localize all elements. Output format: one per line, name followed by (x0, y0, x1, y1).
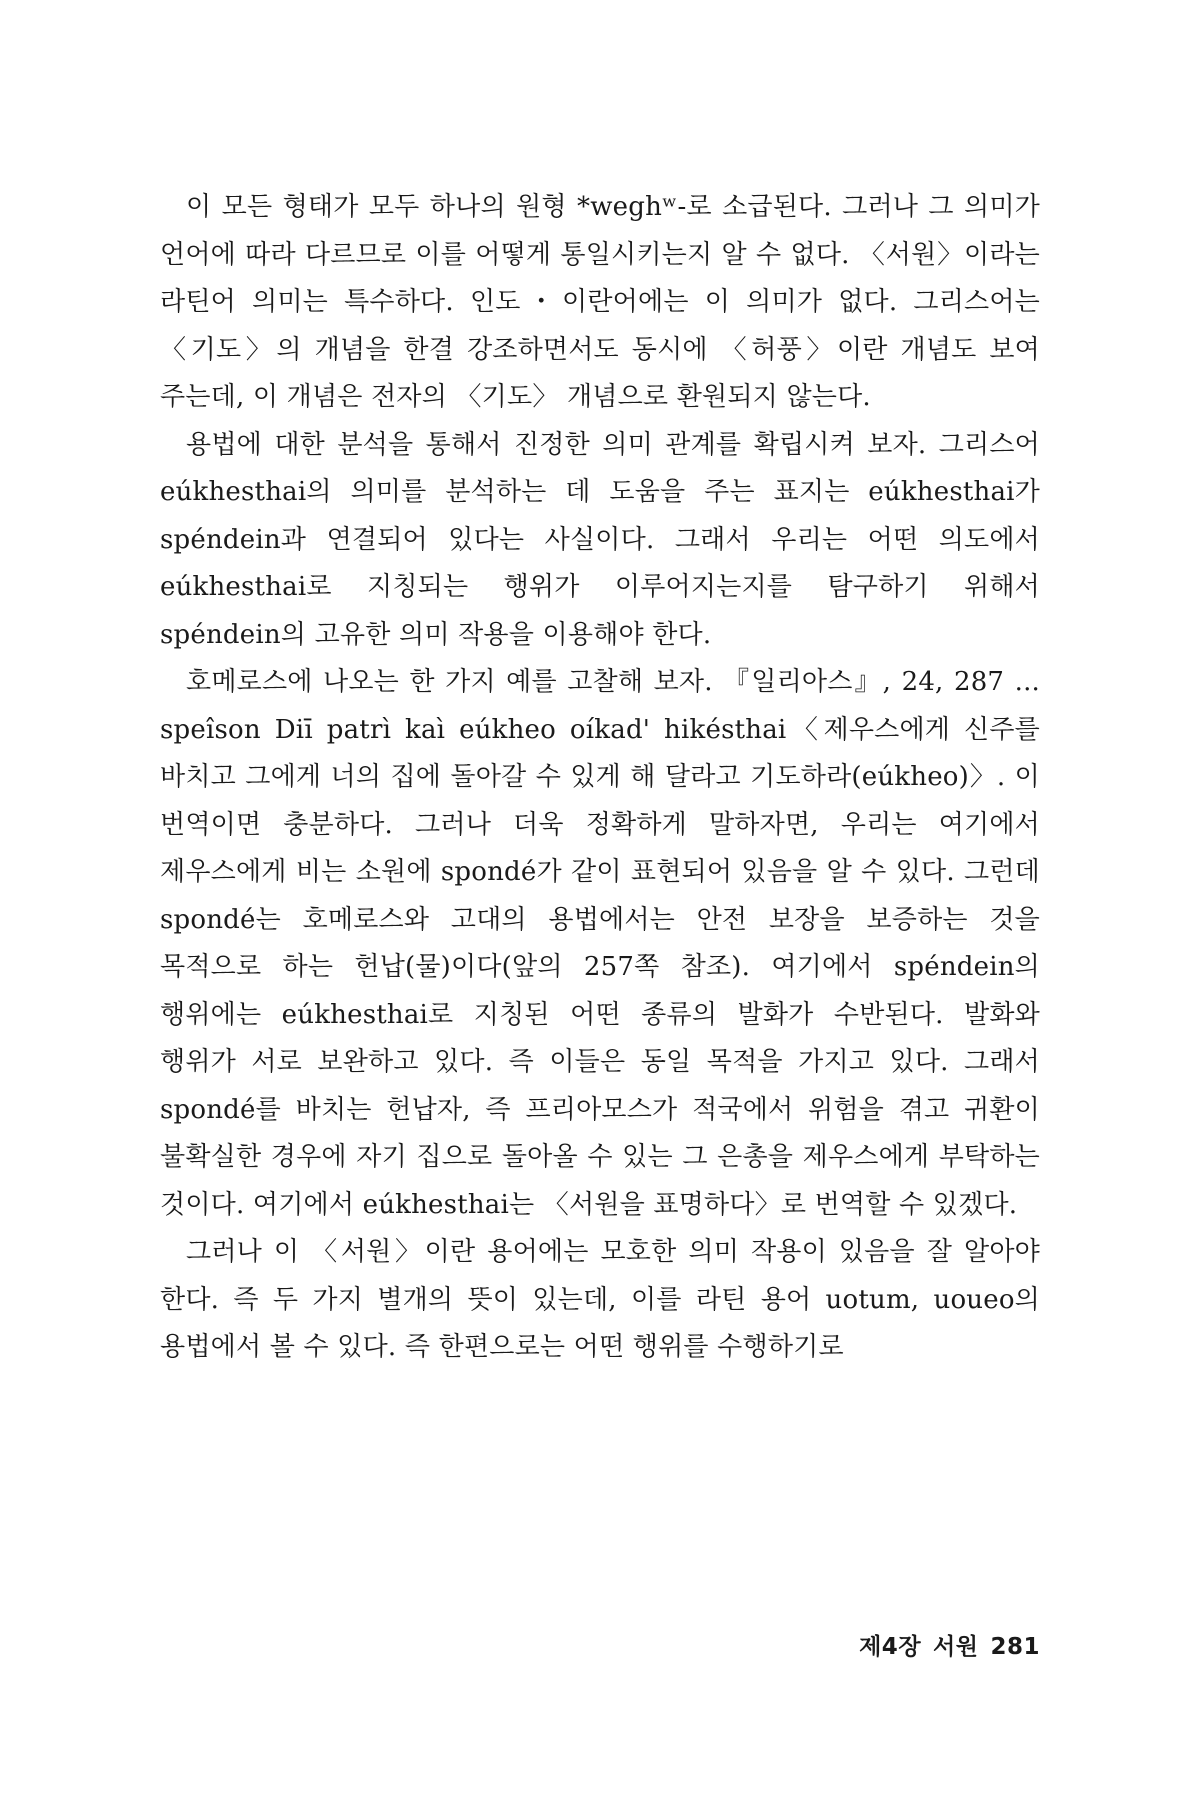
paragraph: 그러나 이 〈서원〉이란 용어에는 모호한 의미 작용이 있음을 잘 알아야 한다. 즉 두 가지 별개의 뜻이 있는데, 이를 라틴 용어 uotum, uoueo의 용법에서 볼 수 있다. 즉 한편으로는 어떤 행위를 수행하기로 (160, 1237, 1040, 1362)
paragraph: 호메로스에 나오는 한 가지 예를 고찰해 보자. 『일리아스』, 24, 287 ... speîson Diī patrì kaì eúkheo oíkad' hikésthai〈제우스에게 신주를 바치고 그에게 너의 집에 돌아갈 수 있게 해 달라고 기도하라(eúkheo)〉. 이 번역이면 충분하다. 그러나 더욱 정확하게 말하자면, 우리는 여기에서 제우스에게 비는 소원에 spondé가 같이 표현되어 있음을 알 수 있다. 그런데 spondé는 호메로스와 고대의 용법에서는 안전 보장을 보증하는 것을 목적으로 하는 헌납(물)이다(앞의 257쪽 참조). 여기에서 spéndein의 행위에는 eúkhesthai로 지칭된 어떤 종류의 발화가 수반된다. 발화와 행위가 서로 보완하고 있다. 즉 이들은 동일 목적을 가지고 있다. 그래서 spondé를 바치는 헌납자, 즉 프리아모스가 적국에서 위험을 겪고 귀환이 불확실한 경우에 자기 집으로 돌아올 수 있는 그 은총을 제우스에게 부탁하는 것이다. 여기에서 eúkhesthai는 〈서원을 표명하다〉로 번역할 수 있겠다. (160, 667, 1040, 1220)
running-footer (859, 1628, 1040, 1661)
paragraph: 이 모든 형태가 모두 하나의 원형 *weghʷ-로 소급된다. 그러나 그 의미가 언어에 따라 다르므로 이를 어떻게 통일시키는지 알 수 없다. 〈서원〉이라는 라틴어 의미는 특수하다. 인도・이란어에는 이 의미가 없다. 그리스어는 〈기도〉의 개념을 한결 강조하면서도 동시에 〈허풍〉이란 개념도 보여 주는데, 이 개념은 전자의 〈기도〉 개념으로 환원되지 않는다. (160, 192, 1040, 412)
chapter-title: 서원 (933, 1634, 979, 1660)
page-body (160, 184, 1040, 1372)
chapter-label: 제4장 (859, 1634, 922, 1660)
page-number: 281 (990, 1634, 1040, 1660)
paragraph: 용법에 대한 분석을 통해서 진정한 의미 관계를 확립시켜 보자. 그리스어 eúkhesthai의 의미를 분석하는 데 도움을 주는 표지는 eúkhesthai가 spéndein과 연결되어 있다는 사실이다. 그래서 우리는 어떤 의도에서 eúkhesthai로 지칭되는 행위가 이루어지는지를 탐구하기 위해서 spéndein의 고유한 의미 작용을 이용해야 한다. (160, 429, 1040, 650)
